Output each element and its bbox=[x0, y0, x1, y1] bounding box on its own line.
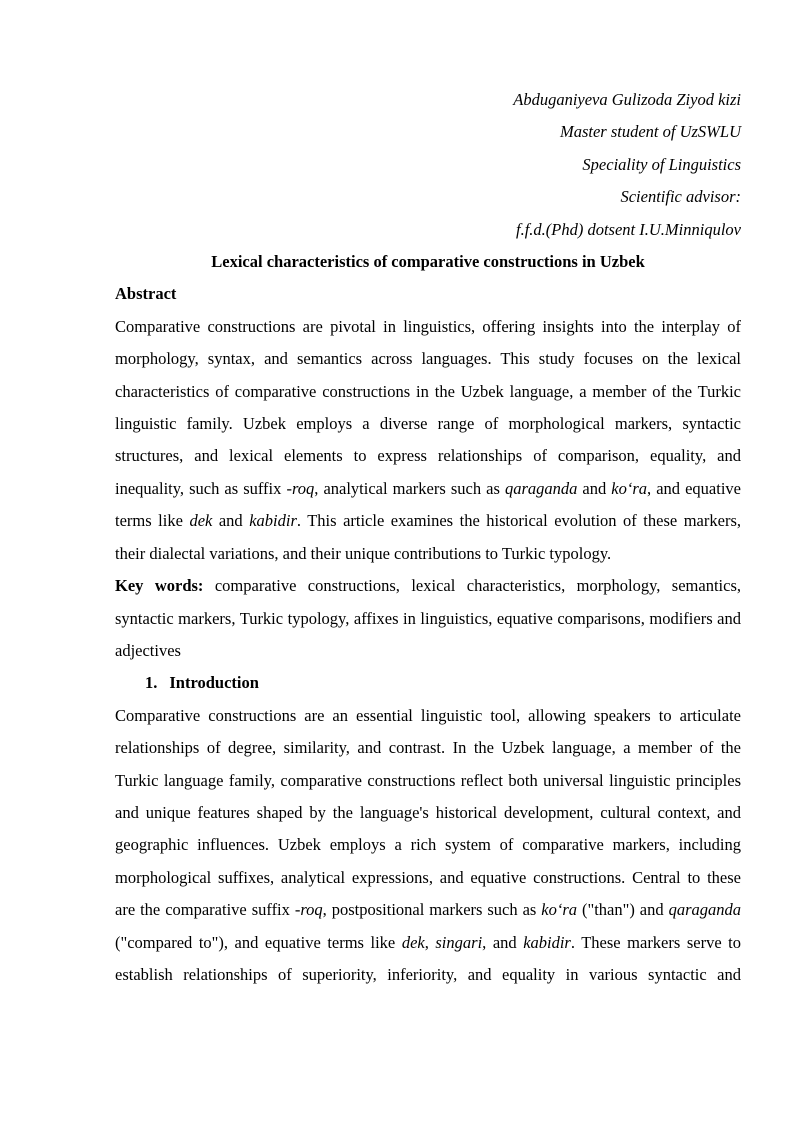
author-name: Abduganiyeva Gulizoda Ziyod kizi bbox=[513, 90, 741, 109]
intro-text-segment: ("compared to"), and equative terms like bbox=[115, 932, 402, 952]
term-kabidir: kabidir bbox=[523, 932, 571, 952]
term-roq: -roq bbox=[294, 900, 323, 920]
abstract-text-segment: and bbox=[577, 478, 612, 498]
abstract-text-segment: Comparative constructions are pivotal in linguistics, offering insights into the interplay of morphology, syntax, and semantics across languages. This study focuses on the lexical characteristics of comparative constructions in the Uzbek language, a member of the Turkic linguistic family. Uzbek employs a diverse range of morphological markers, syntactic structures, and lexical elements to express relationships of comparison, equality, and inequality, such as suffix bbox=[115, 316, 741, 498]
abstract-text-segment: , analytical markers such as bbox=[314, 478, 505, 498]
advisor-label: Scientific advisor: bbox=[620, 187, 741, 207]
term-qaraganda: qaraganda bbox=[504, 478, 578, 498]
term-singari: singari bbox=[435, 932, 483, 952]
term-kabidir: kabidir bbox=[249, 511, 297, 531]
abstract-text-segment: , and equative terms like bbox=[115, 478, 741, 531]
term-dek: dek bbox=[401, 932, 425, 952]
section-number: 1. bbox=[145, 673, 158, 693]
advisor-name: f.f.d.(Phd) dotsent I.U.Minniqulov bbox=[515, 219, 741, 239]
intro-text-segment: , and bbox=[482, 932, 524, 952]
term-kora: koʻra bbox=[541, 900, 578, 920]
paper-title: Lexical characteristics of comparative constructions in Uzbek bbox=[211, 252, 645, 272]
intro-text-segment: . These markers serve to establish relationships of superiority, inferiority, and equality in various syntactic and bbox=[115, 932, 742, 984]
abstract-heading: Abstract bbox=[115, 284, 177, 304]
term-qaraganda: qaraganda bbox=[668, 900, 741, 920]
term-dek: dek bbox=[189, 511, 213, 531]
intro-text-segment: Comparative constructions are an essential linguistic tool, allowing speakers to articulate relationships of degree, similarity, and contrast. In the Uzbek language, a member of the Turkic language family, comparative constructions reflect both universal linguistic principles and unique features shaped by the language's historical development, cultural context, and geographic influences. Uzbek employs a rich system of comparative markers, including morphological suffixes, analytical expressions, and equative constructions. Central to these are the comparative suffix bbox=[115, 705, 741, 920]
keywords-paragraph bbox=[115, 570, 741, 667]
section-title: Introduction bbox=[169, 673, 259, 693]
keywords-text: comparative constructions, lexical characteristics, morphology, semantics, syntactic markers, Turkic typology, affixes in linguistics, equative comparisons, modifiers and adjectives bbox=[115, 576, 741, 660]
abstract-paragraph bbox=[115, 311, 741, 570]
introduction-heading bbox=[115, 667, 741, 699]
abstract-text-segment: and bbox=[212, 511, 250, 531]
introduction-paragraph bbox=[115, 700, 741, 992]
abstract-text-segment: . This article examines the historical evolution of these markers, their dialectal variations, and their unique contributions to Turkic typology. bbox=[115, 511, 741, 563]
intro-text-segment: , bbox=[424, 932, 436, 952]
keywords-label: Key words: bbox=[115, 576, 204, 596]
author-speciality: Speciality of Linguistics bbox=[582, 154, 741, 174]
intro-text-segment: , postpositional markers such as bbox=[322, 900, 542, 920]
author-block bbox=[115, 84, 741, 246]
intro-text-segment: ("than") and bbox=[577, 900, 669, 920]
term-kora: koʻra bbox=[611, 478, 648, 498]
author-role: Master student of UzSWLU bbox=[559, 122, 741, 142]
term-roq: -roq bbox=[286, 478, 315, 498]
